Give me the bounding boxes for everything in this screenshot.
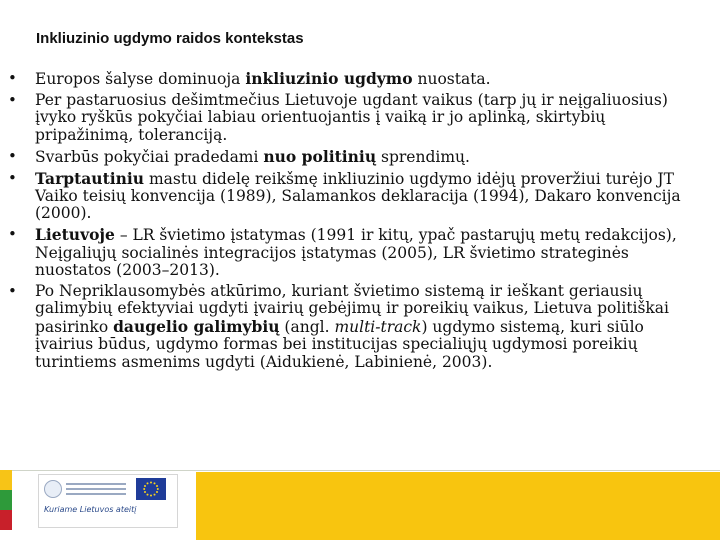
- italic-text: multi-track: [334, 317, 422, 336]
- footer-slogan: Kuriame Lietuvos ateitį: [44, 505, 137, 514]
- ministry-logo: [44, 478, 132, 500]
- eu-flag-icon: [136, 478, 166, 500]
- slide-title: Inkliuzinio ugdymo raidos kontekstas: [36, 30, 304, 47]
- footer-yellow-band: [196, 472, 720, 540]
- bullet-dot: •: [8, 146, 17, 165]
- bullet-dot: •: [8, 69, 17, 87]
- bullet-dot: •: [8, 168, 17, 187]
- bullet-item: • Europos šalyse dominuoja inkliuzinio ugdymo nuostata.: [8, 69, 491, 88]
- bullet-dot: •: [8, 225, 17, 244]
- bullet-item: • Lietuvoje – LR švietimo įstatymas (1991 ir kitų, ypač pastarųjų metų redakcijos), Neįgaliųjų socialinės integracijos įstatymas (2005), LR švietimo strateginės nuostatos (2003–2013).: [8, 225, 677, 280]
- bullet-list: [8, 70, 698, 375]
- emphasis-text: inkliuzinio ugdymo: [245, 69, 413, 88]
- bullet-item: • Tarptautiniu mastu didelę reikšmę inkliuzinio ugdymo idėjų proveržiui turėjo JT Vaiko teisių konvencija (1989), Salamankos deklaracija (1994), Dakaro konvencija (2000).: [8, 168, 681, 223]
- emphasis-text: Tarptautiniu: [35, 168, 145, 188]
- bullet-dot: •: [8, 281, 17, 300]
- emphasis-text: nuo politinių: [263, 146, 377, 166]
- emphasis-text: daugelio galimybių: [113, 316, 280, 336]
- emphasis-text: Lietuvoje: [35, 225, 115, 245]
- bullet-item: • Per pastaruosius dešimtmečius Lietuvoje ugdant vaikus (tarp jų ir neįgaliuosius) įvyko ryškūs pokyčiai labiau orientuojantis į vaiką ir jo aplinką, skirtybių pripažinimą, toleranciją.: [8, 90, 668, 144]
- footer-divider: [0, 470, 720, 471]
- flag-stripe-red: [0, 510, 12, 530]
- flag-stripe-green: [0, 490, 12, 510]
- flag-stripe-yellow: [0, 470, 12, 490]
- bullet-dot: •: [8, 90, 17, 109]
- bullet-item: • Po Nepriklausomybės atkūrimo, kuriant švietimo sistemą ir ieškant geriausių galimybių efektyviai ugdyti įvairių gebėjimų ir poreikių vaikus, Lietuva politiškai pasirinko daugelio galimybių (angl. multi-track) ugdymo sistemą, kuri siūlo įvairius būdus, ugdymo formas bei institucijas specialiųjų ugdymosi poreikių turintiems asmenims ugdyti (Aidukienė, Labinienė, 2003).: [8, 281, 670, 371]
- emblem-icon: [44, 480, 62, 498]
- bullet-item: • Svarbūs pokyčiai pradedami nuo politinių sprendimų.: [8, 146, 470, 166]
